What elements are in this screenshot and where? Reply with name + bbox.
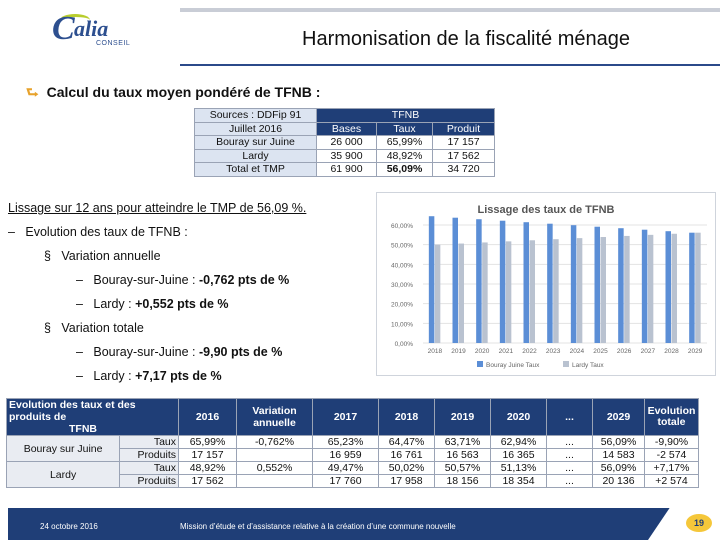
row-label: Produits <box>120 475 179 488</box>
var-totale-text: Variation totale <box>61 321 144 335</box>
table-cell: 56,09% <box>593 462 645 475</box>
year-header: 2017 <box>313 399 379 436</box>
year-header: 2029 <box>593 399 645 436</box>
tfnb-group-header: TFNB <box>317 109 495 123</box>
vt-bouray-label: Bouray-sur-Juine : <box>93 345 199 359</box>
evolution-line: – Evolution des taux de TFNB : <box>8 225 188 239</box>
table-cell: 14 583 <box>593 449 645 462</box>
cell-produit: 17 562 <box>433 149 495 163</box>
vt-lardy-label: Lardy : <box>93 369 136 383</box>
logo-word: alia <box>74 16 109 41</box>
bar-bouray <box>429 216 435 343</box>
bar-bouray <box>618 228 624 343</box>
evolution-text: Evolution des taux de TFNB : <box>25 225 188 239</box>
va-lardy-value: +0,552 pts de % <box>135 297 229 311</box>
table-row <box>195 163 495 177</box>
footer-date: 24 octobre 2016 <box>40 522 98 531</box>
bar-lardy <box>506 241 512 343</box>
year-header: 2020 <box>491 399 547 436</box>
cell-bases: 26 000 <box>317 136 377 150</box>
evolution-table <box>6 398 699 488</box>
table-cell: 50,57% <box>435 462 491 475</box>
table-cell: 56,09% <box>593 436 645 449</box>
x-tick-label: 2019 <box>451 348 466 355</box>
section-heading-text: Calcul du taux moyen pondéré de TFNB : <box>46 84 321 100</box>
table-cell: 16 959 <box>313 449 379 462</box>
legend-swatch <box>477 361 483 367</box>
var-annuelle-text: Variation annuelle <box>61 249 161 263</box>
y-tick-label: 10,00% <box>390 321 413 329</box>
legend-label: Lardy Taux <box>572 362 604 369</box>
cell-bases: 35 900 <box>317 149 377 163</box>
year-header: 2016 <box>179 399 237 436</box>
y-tick-label: 60,00% <box>390 223 413 230</box>
bar-lardy <box>435 245 441 343</box>
table-cell: 18 156 <box>435 475 491 488</box>
arrow-bullet-icon: ⮑ <box>26 84 39 100</box>
cell-taux: 56,09% <box>377 163 433 177</box>
slide-title: Harmonisation de la fiscalité ménage <box>302 28 630 50</box>
bar-bouray <box>642 230 648 343</box>
x-tick-label: 2018 <box>427 348 443 355</box>
ellipsis-header: ... <box>547 399 593 436</box>
y-tick-label: 30,00% <box>390 282 413 289</box>
bar-bouray <box>453 218 459 343</box>
bar-bouray <box>547 224 553 343</box>
bar-lardy <box>553 239 559 343</box>
vt-bouray-value: -9,90 pts de % <box>198 345 283 359</box>
x-tick-label: 2020 <box>474 348 490 355</box>
row-label: Taux <box>120 436 179 449</box>
bar-lardy <box>530 240 536 343</box>
company-logo <box>52 10 172 52</box>
footer-mission: Mission d’étude et d’assistance relative à la création d’une commune nouvelle <box>180 522 456 531</box>
bar-lardy <box>601 237 607 343</box>
table-cell: 63,71% <box>435 436 491 449</box>
column-header: Bases <box>317 122 377 136</box>
cell-bases: 61 900 <box>317 163 377 177</box>
section-heading <box>26 82 320 106</box>
group-label: Bouray sur Juine <box>7 436 120 462</box>
row-label: Lardy <box>195 149 317 163</box>
table-cell: -9,90% <box>645 436 699 449</box>
variation-header: Variation annuelle <box>237 399 313 436</box>
table-cell: -0,762% <box>237 436 313 449</box>
legend-label: Bouray Juine Taux <box>486 362 540 369</box>
table-cell: 65,23% <box>313 436 379 449</box>
footer-bar <box>8 508 720 540</box>
bar-lardy <box>459 244 465 343</box>
table-row <box>7 462 699 475</box>
table-cell: ... <box>547 449 593 462</box>
x-tick-label: 2021 <box>498 348 514 355</box>
year-header: 2018 <box>379 399 435 436</box>
tfnb-chart <box>376 192 716 376</box>
table-cell: 17 562 <box>179 475 237 488</box>
top-decor-bar <box>180 8 720 12</box>
bar-lardy <box>624 236 630 343</box>
table-cell: 51,13% <box>491 462 547 475</box>
source-line: Juillet 2016 <box>195 122 317 136</box>
y-tick-label: 20,00% <box>390 301 413 309</box>
table-row <box>195 136 495 150</box>
vt-lardy-value: +7,17 pts de % <box>135 369 222 383</box>
legend-swatch <box>563 361 569 367</box>
table-cell: ... <box>547 475 593 488</box>
logo-initial: C <box>52 10 75 47</box>
table-cell: 0,552% <box>237 462 313 475</box>
bar-bouray <box>524 222 530 343</box>
y-tick-label: 50,00% <box>390 242 413 250</box>
bar-bouray <box>689 233 695 343</box>
corner-header <box>7 399 179 436</box>
x-tick-label: 2023 <box>545 348 561 355</box>
vt-bouray-line: – Bouray-sur-Juine : -9,90 pts de % <box>76 345 283 359</box>
x-tick-label: 2027 <box>640 348 656 355</box>
bar-lardy <box>695 233 701 343</box>
bar-bouray <box>500 221 506 343</box>
bar-lardy <box>577 238 583 343</box>
corner-line: TFNB <box>69 423 97 435</box>
vt-lardy-line: – Lardy : +7,17 pts de % <box>76 369 222 383</box>
x-tick-label: 2024 <box>569 348 585 355</box>
table-cell: 62,94% <box>491 436 547 449</box>
row-label: Taux <box>120 462 179 475</box>
bar-lardy <box>482 242 488 343</box>
bar-lardy <box>648 235 654 343</box>
column-header: Taux <box>377 122 433 136</box>
table-cell: 48,92% <box>179 462 237 475</box>
table-cell: 20 136 <box>593 475 645 488</box>
bar-bouray <box>571 225 577 343</box>
x-tick-label: 2026 <box>616 348 632 355</box>
table-cell: 65,99% <box>179 436 237 449</box>
row-label: Bouray sur Juine <box>195 136 317 150</box>
chart-title: Lissage des taux de TFNB <box>477 204 615 216</box>
corner-line: Evolution des taux et des produits de <box>9 399 136 423</box>
cell-produit: 34 720 <box>433 163 495 177</box>
group-label: Lardy <box>7 462 120 488</box>
var-totale-line: § Variation totale <box>44 321 144 335</box>
var-annuelle-line: § Variation annuelle <box>44 249 161 263</box>
va-lardy-line: – Lardy : +0,552 pts de % <box>76 297 229 311</box>
tfnb-table <box>194 108 495 177</box>
table-row <box>7 436 699 449</box>
x-tick-label: 2025 <box>593 348 608 355</box>
table-cell: 17 958 <box>379 475 435 488</box>
x-tick-label: 2029 <box>687 348 703 355</box>
va-bouray-value: -0,762 pts de % <box>198 273 290 287</box>
table-cell: ... <box>547 436 593 449</box>
title-underline <box>180 64 720 66</box>
chart-svg <box>377 193 715 375</box>
bar-bouray <box>595 227 601 343</box>
cell-produit: 17 157 <box>433 136 495 150</box>
year-header: 2019 <box>435 399 491 436</box>
va-lardy-label: Lardy : <box>93 297 136 311</box>
column-header: Produit <box>433 122 495 136</box>
logo-subtitle: CONSEIL <box>96 40 131 47</box>
va-bouray-line: – Bouray-sur-Juine : -0,762 pts de % <box>76 273 290 287</box>
x-tick-label: 2028 <box>664 348 679 355</box>
cell-taux: 65,99% <box>377 136 433 150</box>
table-row <box>195 149 495 163</box>
table-cell: 50,02% <box>379 462 435 475</box>
page-number: 19 <box>686 514 712 532</box>
text-block <box>8 196 306 388</box>
table-cell <box>237 449 313 462</box>
va-bouray-label: Bouray-sur-Juine : <box>93 273 199 287</box>
table-cell: 64,47% <box>379 436 435 449</box>
y-tick-label: 40,00% <box>390 262 413 270</box>
source-line: Sources : DDFip 91 <box>195 109 317 123</box>
y-tick-label: 0,00% <box>394 341 413 348</box>
total-header: Evolution totale <box>645 399 699 436</box>
bar-bouray <box>476 219 482 343</box>
table-cell: +2 574 <box>645 475 699 488</box>
table-cell: 17 760 <box>313 475 379 488</box>
x-tick-label: 2022 <box>522 348 537 355</box>
table-cell: +7,17% <box>645 462 699 475</box>
table-cell <box>237 475 313 488</box>
table-cell: 16 761 <box>379 449 435 462</box>
bar-bouray <box>666 231 672 343</box>
cell-taux: 48,92% <box>377 149 433 163</box>
lissage-text: Lissage sur 12 ans pour atteindre le TMP de 56,09 %. <box>8 201 307 215</box>
table-cell: 17 157 <box>179 449 237 462</box>
bar-lardy <box>672 234 678 343</box>
table-cell: ... <box>547 462 593 475</box>
table-cell: 16 365 <box>491 449 547 462</box>
table-cell: -2 574 <box>645 449 699 462</box>
table-cell: 16 563 <box>435 449 491 462</box>
row-label: Produits <box>120 449 179 462</box>
row-label: Total et TMP <box>195 163 317 177</box>
table-cell: 18 354 <box>491 475 547 488</box>
table-cell: 49,47% <box>313 462 379 475</box>
